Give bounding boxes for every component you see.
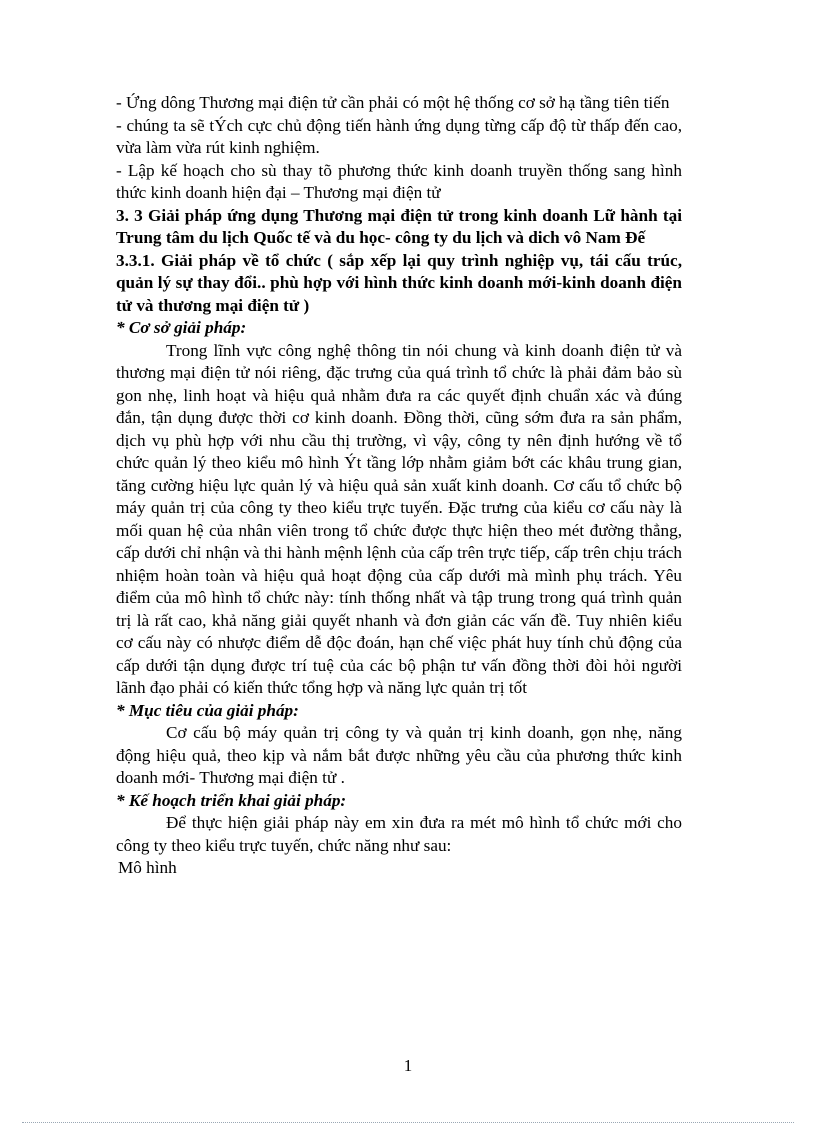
document-body [116, 92, 682, 880]
bullet-item: - Lập kế hoạch cho sù thay tõ phương thức kinh doanh truyền thống sang hình thức kinh doanh hiện đại – Thương mại điện tử [116, 160, 682, 202]
basis-heading: * Cơ sở giải pháp: [116, 318, 247, 337]
bullet-item: - Ứng dông Thương mại điện tử cần phải có một hệ thống cơ sở hạ tầng tiên tiến [116, 93, 670, 112]
goal-heading: * Mục tiêu của giải pháp: [116, 700, 299, 720]
bullet-item: - chúng ta sẽ tÝch cực chủ động tiến hành ứng dụng từng cấp độ từ thấp đến cao, vừa làm vừa rút kinh nghiệm. [116, 115, 682, 157]
plan-paragraph: Để thực hiện giải pháp này em xin đưa ra mét mô hình tổ chức mới cho công ty theo kiểu trực tuyến, chức năng như sau: [116, 813, 682, 855]
section-heading: 3. 3 Giải pháp ứng dụng Thương mại điện tử trong kinh doanh Lữ hành tại Trung tâm du lịch Quốc tế và du học- công ty du lịch và dich vô Nam Đế [116, 205, 682, 247]
goal-paragraph: Cơ cấu bộ máy quản trị công ty và quản trị kinh doanh, gọn nhẹ, năng động hiệu quả, theo kịp và nắm bắt được những yêu cầu của phương thức kinh doanh mới- Thương mại điện tử . [116, 723, 682, 787]
subsection-heading: 3.3.1. Giải pháp về tổ chức ( sắp xếp lại quy trình nghiệp vụ, tái cấu trúc, quản lý sự thay đổi.. phù hợp với hình thức kinh doanh mới-kinh doanh điện tử và thương mại điện tử ) [116, 250, 682, 315]
page-number: 1 [403, 1056, 413, 1075]
model-label: Mô hình [118, 858, 177, 877]
plan-heading: * Kế hoạch triển khai giải pháp: [116, 790, 347, 810]
basis-paragraph: Trong lĩnh vực công nghệ thông tin nói chung và kinh doanh điện tử và thương mại điện tử nói riêng, đặc trưng của quá trình tổ chức là phải đảm bảo sù gon nhẹ, linh hoạt và hiệu quả nhằm đưa ra các quyết định chuẩn xác và đúng đắn, tận dụng được thời cơ kinh doanh. Đồng thời, cũng sớm đưa ra sản phẩm, dịch vụ phù hợp với nhu cầu thị trường, vì vậy, công ty nên định hướng về tổ chức quản lý theo kiểu mô hình Ýt tầng lớp nhằm giảm bớt các khâu trung gian, tăng cường hiệu lực quản lý và hiệu quả sản xuất kinh doanh. Cơ cấu tổ chức bộ máy quản trị của công ty theo kiểu trực tuyến. Đặc trưng của kiểu cơ cấu này là mối quan hệ của nhân viên trong tổ chức được thực hiện theo mét đường thẳng, cấp dưới chỉ nhận và thi hành mệnh lệnh của cấp trên trực tiếp, cấp trên chịu trách nhiệm hoàn toàn và hiệu quả hoạt động của cấp dưới mà mình phụ trách. Yêu điểm của mô hình tổ chức này: tính thống nhất và tập trung trong quá trình quản trị là rất cao, khả năng giải quyết nhanh và đơn giản các vấn đề. Tuy nhiên kiểu cơ cấu này có nhược điểm dễ độc đoán, hạn chế việc phát huy tính chủ động của cấp dưới tận dụng được trí tuệ của các bộ phận tư vấn đồng thời đòi hỏi người lãnh đạo phải có kiến thức tổng hợp và năng lực quản trị tốt [116, 340, 682, 697]
